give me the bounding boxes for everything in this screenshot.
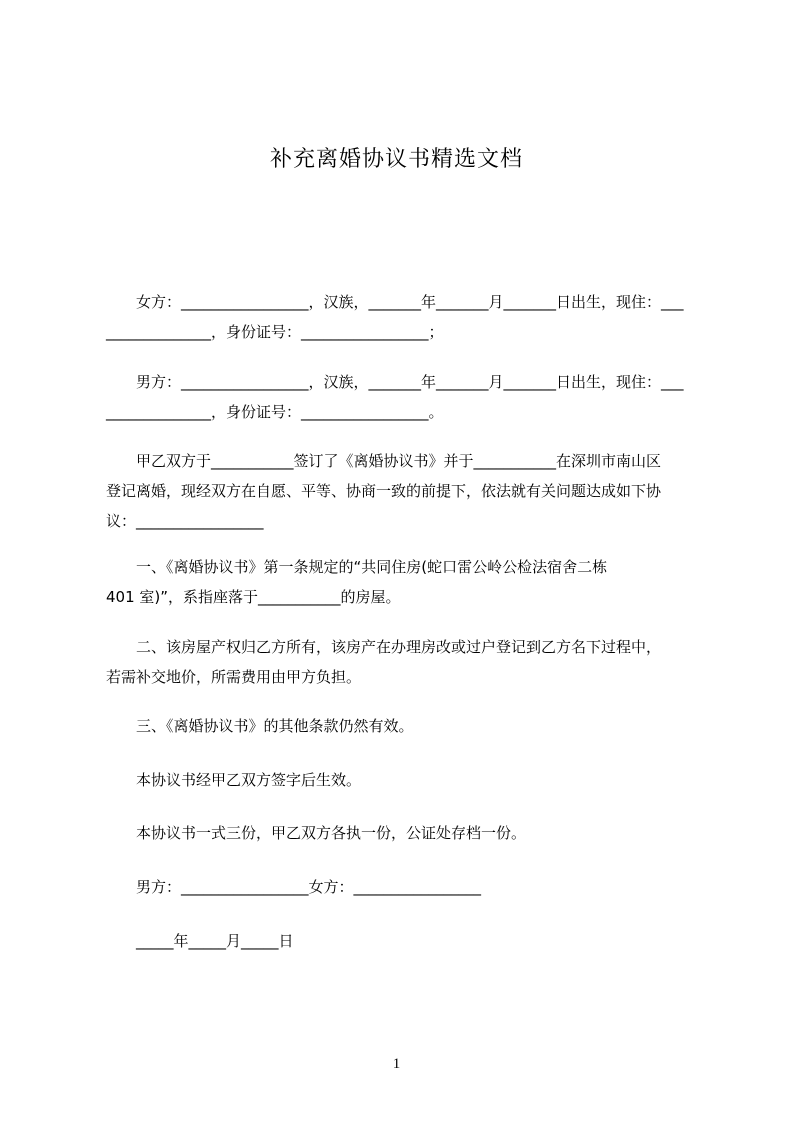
copies-clause bbox=[106, 818, 706, 848]
text-line: 议：_________________ bbox=[106, 512, 264, 530]
document-title: 补充离婚协议书精选文档 bbox=[269, 147, 523, 172]
text-line: 三、《离婚协议书》的其他条款仍然有效。 bbox=[136, 717, 414, 735]
page-number: 1 bbox=[392, 1056, 401, 1072]
text-line: ______________，身份证号：_________________。 bbox=[106, 403, 444, 421]
signature-line bbox=[106, 872, 706, 902]
clause-one bbox=[106, 552, 706, 612]
text-line: 一、《离婚协议书》第一条规定的“共同住房(蛇口雷公岭公检法宿舍二栋 bbox=[136, 558, 608, 576]
husband-info-paragraph bbox=[106, 367, 706, 427]
text-line: ______________，身份证号：_________________； bbox=[106, 323, 444, 341]
text-line: 甲乙双方于___________签订了《离婚协议书》并于___________在深圳市南山区 bbox=[136, 452, 662, 470]
wife-info-paragraph bbox=[106, 287, 706, 347]
text-line: 若需补交地价，所需费用由甲方负担。 bbox=[106, 668, 362, 686]
text-line: _____年_____月_____日 bbox=[136, 932, 294, 950]
text-line: 二、该房屋产权归乙方所有，该房产在办理房改或过户登记到乙方名下过程中， bbox=[136, 638, 662, 656]
text-line: 本协议书经甲乙双方签字后生效。 bbox=[136, 771, 362, 789]
text-line: 男方：_________________，汉族，_______年_______月_______日出生，现住：___ bbox=[136, 373, 684, 391]
text-line: 401 室)”，系指座落于___________的房屋。 bbox=[106, 588, 401, 606]
text-line: 登记离婚，现经双方在自愿、平等、协商一致的前提下，依法就有关问题达成如下协 bbox=[106, 482, 662, 500]
clause-two bbox=[106, 632, 706, 692]
text-line: 本协议书一式三份，甲乙双方各执一份，公证处存档一份。 bbox=[136, 824, 527, 842]
text-line: 男方：_________________女方：_________________ bbox=[136, 878, 482, 896]
text-line: 女方：_________________，汉族，_______年_______月_______日出生，现住：___ bbox=[136, 293, 684, 311]
clause-three bbox=[106, 711, 706, 741]
effective-clause bbox=[106, 765, 706, 795]
date-line bbox=[106, 926, 706, 956]
background-paragraph bbox=[106, 446, 706, 536]
